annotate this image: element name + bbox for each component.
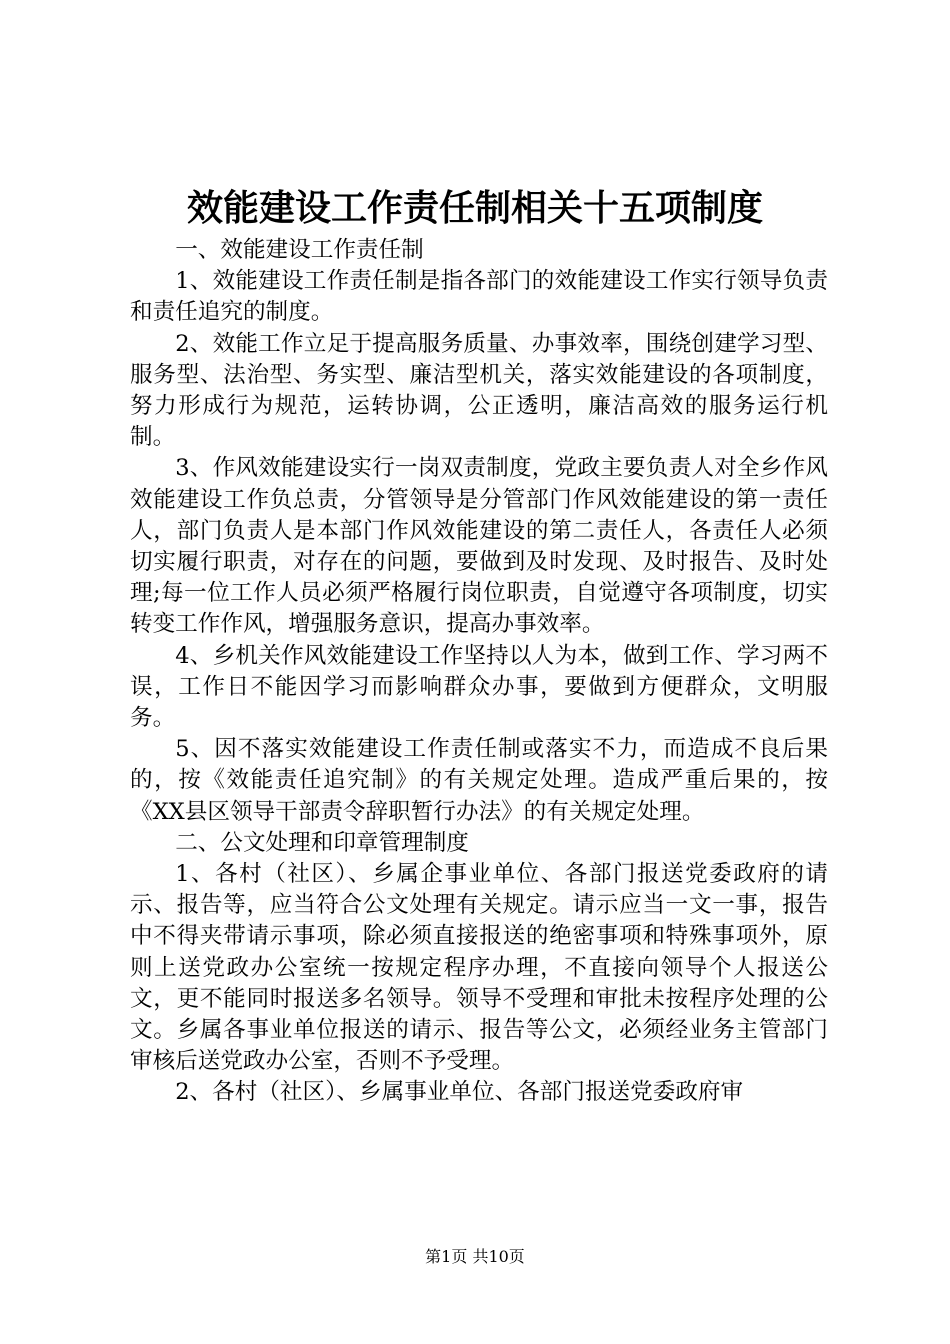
paragraph: 5、因不落实效能建设工作责任制或落实不力，而造成不良后果的，按《效能责任追究制》的有关规定处理。造成严重后果的，按《XX县区领导干部责令辞职暂行办法》的有关规定处理。 <box>130 736 828 825</box>
paragraph: 3、作风效能建设实行一岗双责制度，党政主要负责人对全乡作风效能建设工作负总责，分管领导是分管部门作风效能建设的第一责任人，部门负责人是本部门作风效能建设的第二责任人，各责任人必须切实履行职责，对存在的问题，要做到及时发现、及时报告、及时处理;每一位工作人员必须严格履行岗位职责，自觉遵守各项制度，切实转变工作作风，增强服务意识，提高办事效率。 <box>130 455 828 638</box>
paragraph: 1、各村（社区）、乡属企事业单位、各部门报送党委政府的请示、报告等，应当符合公文处理有关规定。请示应当一文一事，报告中不得夹带请示事项，除必须直接报送的绝密事项和特殊事项外，原则上送党政办公室统一按规定程序办理，不直接向领导个人报送公文，更不能同时报送多名领导。领导不受理和审批未按程序处理的公文。乡属各事业单位报送的请示、报告等公文，必须经业务主管部门审核后送党政办公室，否则不予受理。 <box>130 861 828 1075</box>
paragraph: 4、乡机关作风效能建设工作坚持以人为本，做到工作、学习两不误，工作日不能因学习而影响群众办事，要做到方便群众，文明服务。 <box>130 642 828 732</box>
section-heading-2: 二、公文处理和印章管理制度 <box>175 829 469 856</box>
page-number-footer: 第1页 共10页 <box>425 1247 525 1266</box>
paragraph: 1、效能建设工作责任制是指各部门的效能建设工作实行领导负责和责任追究的制度。 <box>130 268 828 326</box>
paragraph: 2、效能工作立足于提高服务质量、办事效率，围绕创建学习型、服务型、法治型、务实型、廉洁型机关，落实效能建设的各项制度，努力形成行为规范，运转协调，公正透明，廉洁高效的服务运行机制。 <box>130 330 828 451</box>
paragraph: 2、各村（社区）、乡属事业单位、各部门报送党委政府审 <box>175 1079 744 1106</box>
document-title: 效能建设工作责任制相关十五项制度 <box>186 187 763 229</box>
section-heading-1: 一、效能建设工作责任制 <box>175 237 424 263</box>
document-body <box>130 235 828 1109</box>
